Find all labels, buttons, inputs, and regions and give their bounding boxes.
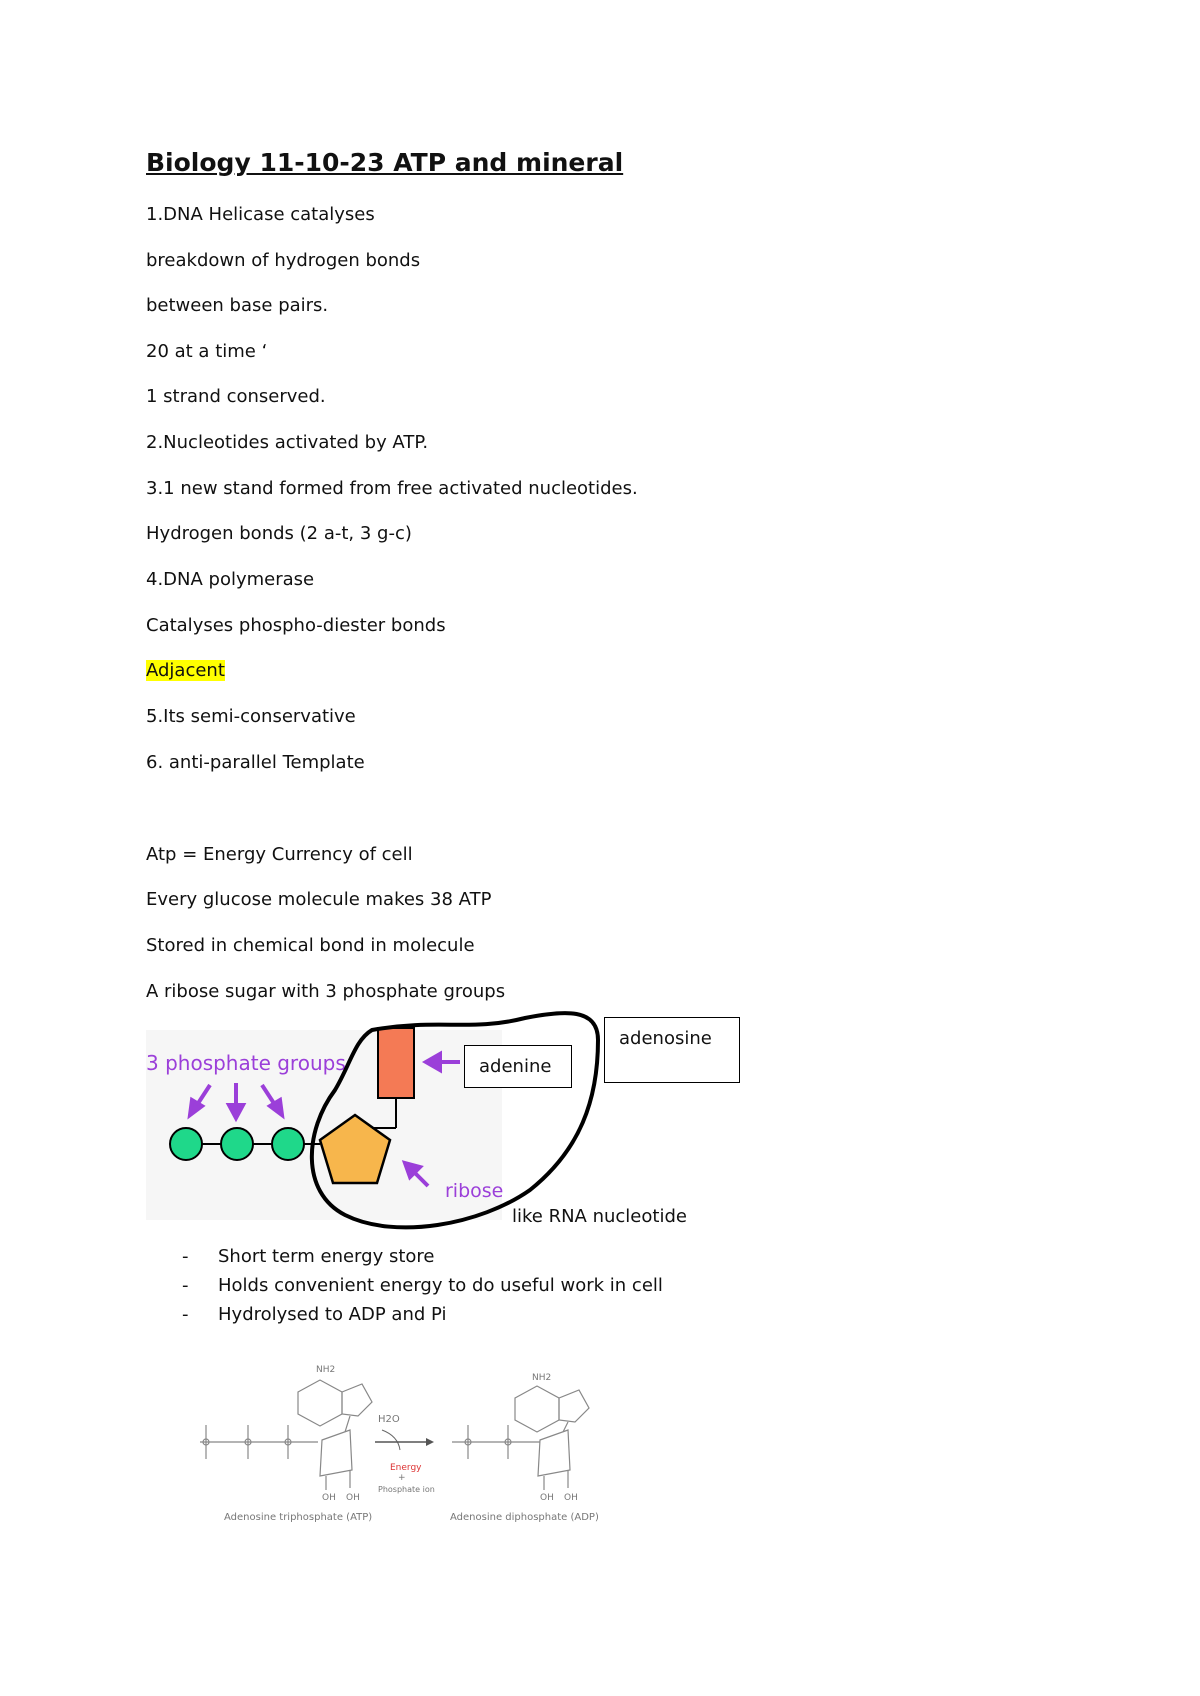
note-line: 5.Its semi-conservative: [146, 706, 356, 727]
note-line: 20 at a time ‘: [146, 341, 268, 362]
page-title: Biology 11-10-23 ATP and mineral: [146, 148, 624, 177]
note-line: 1 strand conserved.: [146, 386, 326, 407]
adenine-ring: [342, 1384, 372, 1416]
list-item-text: Hydrolysed to ADP and Pi: [218, 1304, 447, 1325]
bullet-dash: -: [182, 1246, 189, 1267]
note-line: Every glucose molecule makes 38 ATP: [146, 889, 492, 910]
arrow-head-icon: [426, 1438, 434, 1446]
note-line: 1.DNA Helicase catalyses: [146, 204, 375, 225]
adp-structure: [452, 1386, 589, 1490]
diagram-caption: like RNA nucleotide: [512, 1206, 687, 1227]
nh2-label: NH2: [316, 1365, 336, 1375]
atp-structure: [200, 1380, 372, 1490]
note-line: 4.DNA polymerase: [146, 569, 315, 590]
adenine-ring: [298, 1380, 342, 1426]
atp-caption: Adenosine triphosphate (ATP): [224, 1512, 373, 1523]
phosphate-ion-label: Phosphate ion: [378, 1485, 435, 1494]
bond: [345, 1416, 350, 1432]
adp-caption: Adenosine diphosphate (ADP): [450, 1512, 599, 1523]
plus-label: +: [398, 1473, 406, 1483]
note-line: 2.Nucleotides activated by ATP.: [146, 432, 429, 453]
bullet-dash: -: [182, 1304, 189, 1325]
sugar-ring: [320, 1430, 352, 1476]
note-line: A ribose sugar with 3 phosphate groups: [146, 981, 506, 1002]
list-item-text: Holds convenient energy to do useful work in cell: [218, 1275, 663, 1296]
list-item-text: Short term energy store: [218, 1246, 435, 1267]
energy-label: Energy: [390, 1463, 422, 1473]
oh-label: OH: [322, 1493, 336, 1503]
adenine-ring: [515, 1386, 559, 1432]
nh2-label: NH2: [532, 1373, 552, 1383]
note-line: between base pairs.: [146, 295, 329, 316]
note-line: Hydrogen bonds (2 a-t, 3 g-c): [146, 523, 412, 544]
reaction-arrow: [375, 1414, 435, 1494]
note-line: Stored in chemical bond in molecule: [146, 935, 475, 956]
adenosine-box-label: adenosine: [619, 1028, 712, 1049]
oh-label: OH: [346, 1493, 360, 1503]
bullet-dash: -: [182, 1275, 189, 1296]
water-label: H2O: [378, 1414, 400, 1425]
note-line: Atp = Energy Currency of cell: [146, 844, 413, 865]
ribose-label: ribose: [445, 1180, 504, 1202]
note-line: 3.1 new stand formed from free activated nucleotides.: [146, 478, 638, 499]
adenine-ring: [559, 1390, 589, 1422]
oh-label: OH: [540, 1493, 554, 1503]
note-line: breakdown of hydrogen bonds: [146, 250, 421, 271]
phosphate-label: 3 phosphate groups: [146, 1051, 346, 1075]
oh-label: OH: [564, 1493, 578, 1503]
adenine-box-label: adenine: [479, 1056, 552, 1077]
note-line: 6. anti-parallel Template: [146, 752, 365, 773]
sugar-ring: [538, 1430, 570, 1476]
highlight: Adjacent: [146, 660, 225, 681]
curve-arrow-icon: [382, 1430, 400, 1450]
note-line: Catalyses phospho-diester bonds: [146, 615, 446, 636]
